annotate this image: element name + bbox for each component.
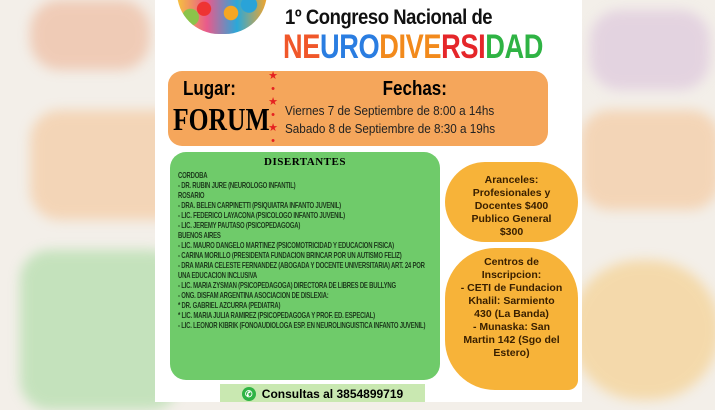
centers-bubble (445, 248, 578, 390)
text-line: Centros de (484, 256, 539, 268)
text-line: Khalil: Sarmiento (468, 295, 555, 307)
text-line: Publico General (471, 213, 552, 225)
fees-bubble (445, 162, 578, 242)
text-line: - LIC. LEONOR KIBRIK (FONOAUDIOLOGA ESP. EN NEUROLINGUISTICA INFANTO JUVENIL) (178, 320, 426, 330)
text-line: Docentes $400 (474, 200, 549, 212)
text-line: - CARINA MORILLO (PRESIDENTA FUNDACION BRINCAR POR UN AUTISMO FELIZ) (178, 250, 402, 260)
text-line: * DR. GABRIEL AZCURRA (PEDIATRA) (178, 300, 281, 310)
text-line: - DRA MARIA CELESTE FERNANDEZ (ABOGADA Y DOCENTE UNIVERSITARIA) ART. 24 POR UNA EDUCACION INCLUSIVA (178, 260, 425, 280)
text-line: Inscripcion: (481, 269, 542, 281)
title-segment: RSI (441, 28, 486, 66)
text-line: Profesionales y (472, 187, 551, 199)
event-title (283, 28, 543, 67)
whatsapp-icon: ✆ (242, 387, 256, 401)
brain-gears-logo (177, 0, 267, 34)
text-line: - LIC. FEDERICO LAYACONA (PSICOLOGO INFANTO JUVENIL) (178, 210, 345, 220)
dates-label: Fechas: (382, 78, 447, 100)
text-line: - LIC. JEREMY PAUTASO (PSICOPEDAGOGA) (178, 220, 301, 230)
text-line: - DR. RUBIN JURE (NEUROLOGO INFANTIL) (178, 180, 296, 190)
text-line: - CETI de Fundacion (460, 282, 563, 294)
text-line: ROSARIO (178, 190, 205, 200)
text-line: - Munaska: San (472, 321, 551, 333)
text-line: BUENOS AIRES (178, 230, 221, 240)
title-segment: URO (319, 28, 380, 66)
contact-text: Consultas al 3854899719 (261, 387, 404, 401)
poster (155, 0, 582, 402)
speakers-panel (170, 152, 440, 380)
date-line: Viernes 7 de Septiembre de 8:00 a 14hs (285, 103, 495, 118)
speakers-title: DISERTANTES (264, 156, 346, 168)
text-line: - LIC. MAURO DANGELO MARTINEZ (PSICOMOTRICIDAD Y EDUCACION FISICA) (178, 240, 394, 250)
congress-edition: 1º Congreso Nacional de (285, 6, 493, 29)
title-segment: DIVE (379, 28, 442, 66)
title-segment: NE (283, 28, 320, 66)
venue-name: FORUM (173, 101, 270, 137)
text-line: - ONG. DISFAM ARGENTINA ASOCIACION DE DISLEXIA: (178, 290, 329, 300)
text-line: Estero) (493, 347, 530, 359)
text-line: 430 (La Banda) (474, 308, 549, 320)
text-line: - LIC. MARIA ZYSMAN (PSICOPEDAGOGA) DIRECTORA DE LIBRES DE BULLYNG (178, 280, 396, 290)
date-line: Sabado 8 de Septiembre de 8:30 a 19hs (285, 121, 496, 136)
text-line: - DRA. BELEN CARPINETTI (PSIQUIATRA INFANTO JUVENIL) (178, 200, 341, 210)
text-line: Aranceles: (484, 174, 539, 186)
title-segment: DAD (485, 28, 544, 66)
text-line: CORDOBA (178, 170, 208, 180)
text-line: $300 (499, 226, 524, 238)
venue-label: Lugar: (183, 78, 236, 100)
text-line: Martin 142 (Sgo del (463, 334, 560, 346)
contact-bar[interactable] (220, 384, 425, 402)
star-divider-icon: ★ • ★ • ★ • (268, 70, 278, 147)
text-line: * LIC. MARIA JULIA RAMIREZ (PSICOPEDAGOGA Y PROF. ED. ESPECIAL) (178, 310, 375, 320)
